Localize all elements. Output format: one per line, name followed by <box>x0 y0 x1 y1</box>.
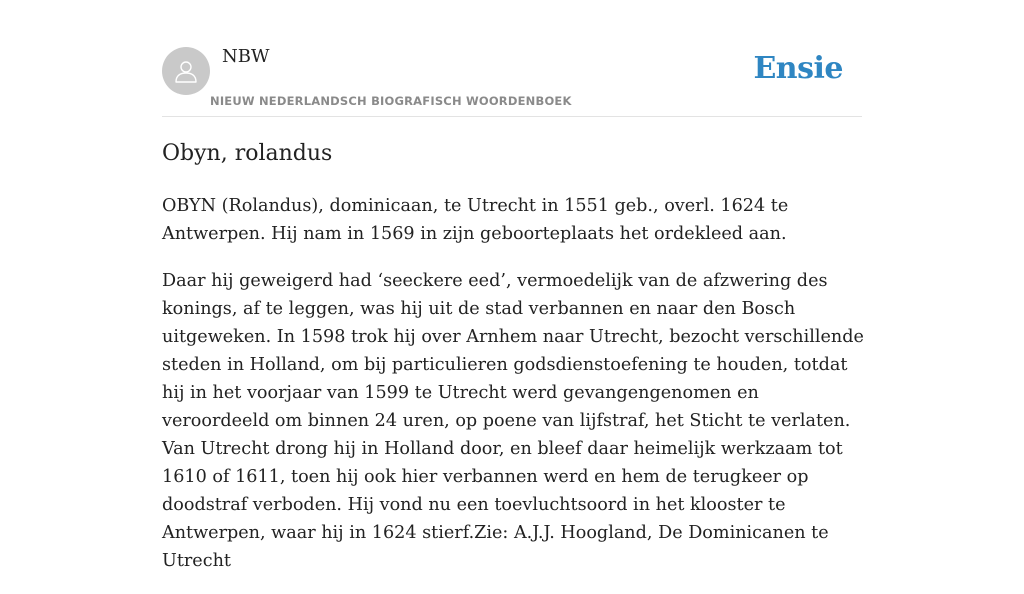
page <box>162 0 864 571</box>
paragraph: Daar hij geweigerd had ‘seeckere eed’, vermoedelijk van de afzwering des konings, af te leggen, was hij uit de stad verbannen en naar den Bosch uitgeweken. In 1598 trok hij over Arnhem naar Utrecht, bezocht verschillende steden in Holland, om bij particulieren godsdienstoefening te houden, totdat hij in het voorjaar van 1599 te Utrecht werd gevangengenomen en veroordeeld om binnen 24 uren, op poene van lijfstraf, het Sticht te verlaten. Van Utrecht drong hij in Holland door, en bleef daar heimelijk werkzaam tot 1610 of 1611, toen hij ook hier verbannen werd en hem de terugkeer op doodstraf verboden. Hij vond nu een toevluchtsoord in het klooster te Antwerpen, waar hij in 1624 stierf.Zie: A.J.J. Hoogland, De Dominicanen te Utrecht <box>162 271 864 571</box>
avatar[interactable] <box>162 47 210 95</box>
user-icon <box>171 56 201 86</box>
author-subtitle: NIEUW NEDERLANDSCH BIOGRAFISCH WOORDENBOEK <box>210 94 572 108</box>
page-title: Obyn, rolandus <box>162 141 333 166</box>
article-body <box>162 192 867 594</box>
paragraph: OBYN (Rolandus), dominicaan, te Utrecht in 1551 geb., overl. 1624 te Antwerpen. Hij nam in 1569 in zijn geboorteplaats het ordekleed aan. <box>162 196 789 244</box>
header <box>162 0 862 117</box>
author-name[interactable]: NBW <box>222 46 270 67</box>
ensie-logo[interactable]: Ensie <box>753 51 843 86</box>
